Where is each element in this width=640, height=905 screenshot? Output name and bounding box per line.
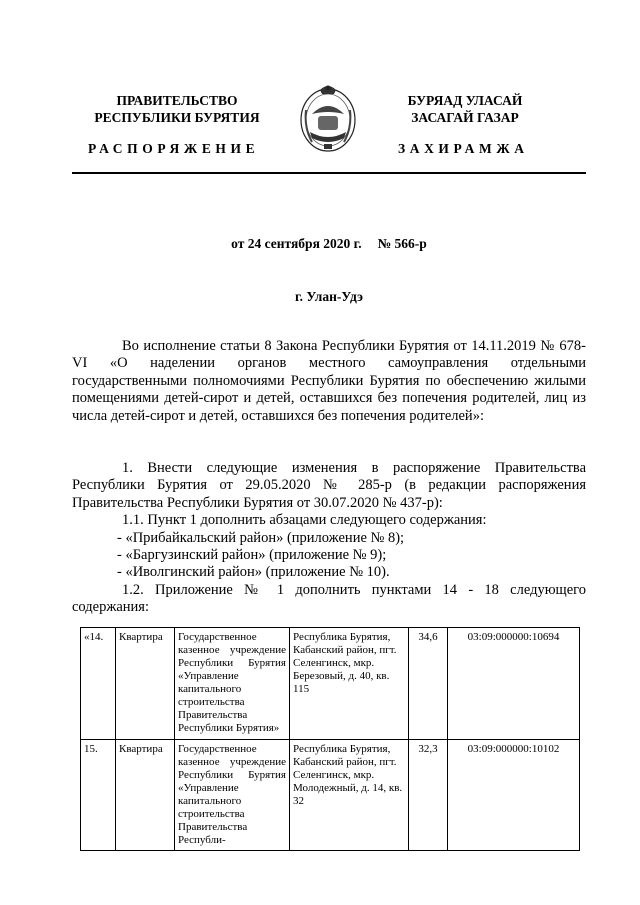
cell-area: 34,6	[409, 628, 448, 740]
cell-address: Республика Бурятия, Кабанский район, пгт. Селенгинск, мкр. Молодежный, д. 14, кв. 32	[290, 740, 409, 851]
cell-area: 32,3	[409, 740, 448, 851]
coat-of-arms-emblem	[298, 80, 358, 154]
date-number-line	[72, 236, 586, 252]
header-ru-line2: РЕСПУБЛИКИ БУРЯТИЯ	[94, 110, 260, 125]
cell-number: «14.	[81, 628, 116, 740]
document-type-bur: ЗАХИРАМЖА	[398, 141, 529, 156]
order-number: № 566-р	[377, 236, 427, 251]
preamble-paragraph: Во исполнение статьи 8 Закона Республики Бурятия от 14.11.2019 № 678-VI «О наделении органов местного самоуправления отдельными государственными полномочиями Республики Бурятия по обеспечению жилыми помещениями детей-сирот и детей, оставшихся без попечения родителей, лиц из числа детей-сирот и детей, оставшихся без попечения родителей»:	[72, 338, 586, 424]
header-bur-line2: ЗАСАГАЙ ГАЗАР	[411, 110, 519, 125]
city-line: г. Улан-Удэ	[295, 289, 363, 304]
cell-cadastral: 03:09:000000:10102	[448, 740, 580, 851]
government-header-bur	[380, 92, 550, 126]
list-item: - «Прибайкальский район» (приложение № 8);	[117, 529, 405, 546]
cell-type: Квартира	[116, 740, 175, 851]
changes-section	[72, 460, 586, 617]
table-row	[81, 628, 580, 740]
paragraph-1-1: 1.1. Пункт 1 дополнить абзацами следующего содержания:	[122, 512, 487, 529]
list-item: - «Баргузинский район» (приложение № 9);	[117, 547, 387, 564]
government-header-ru	[84, 92, 270, 126]
paragraph-1: 1. Внести следующие изменения в распоряжение Правительства Республики Бурятия от 29.05.2020 № 285-р (в редакции распоряжения Правительства Республики Бурятия от 30.07.2020 № 437-р):	[72, 460, 586, 511]
order-date: от 24 сентября 2020 г.	[231, 236, 362, 251]
cell-address: Республика Бурятия, Кабанский район, пгт. Селенгинск, мкр. Березовый, д. 40, кв. 115	[290, 628, 409, 740]
document-type-ru: РАСПОРЯЖЕНИЕ	[88, 141, 260, 156]
table-row	[81, 740, 580, 851]
cell-owner: Государственное казенное учреждение Республики Бурятия «Управление капитального строительства Правительства Республи-	[175, 740, 290, 851]
preamble-section	[72, 338, 586, 425]
header-bur-line1: БУРЯАД УЛАСАЙ	[407, 93, 523, 108]
paragraph-1-2: 1.2. Приложение № 1 дополнить пунктами 14 - 18 следующего содержания:	[72, 581, 586, 616]
header-ru-line1: ПРАВИТЕЛЬСТВО	[116, 93, 238, 108]
list-item: - «Иволгинский район» (приложение № 10).	[117, 564, 390, 581]
header-divider	[72, 172, 586, 174]
cell-owner: Государственное казенное учреждение Республики Бурятия «Управление капитального строительства Правительства Республики Бурятия»	[175, 628, 290, 740]
cell-cadastral: 03:09:000000:10694	[448, 628, 580, 740]
cell-type: Квартира	[116, 628, 175, 740]
cell-number: 15.	[81, 740, 116, 851]
property-table	[80, 627, 580, 851]
